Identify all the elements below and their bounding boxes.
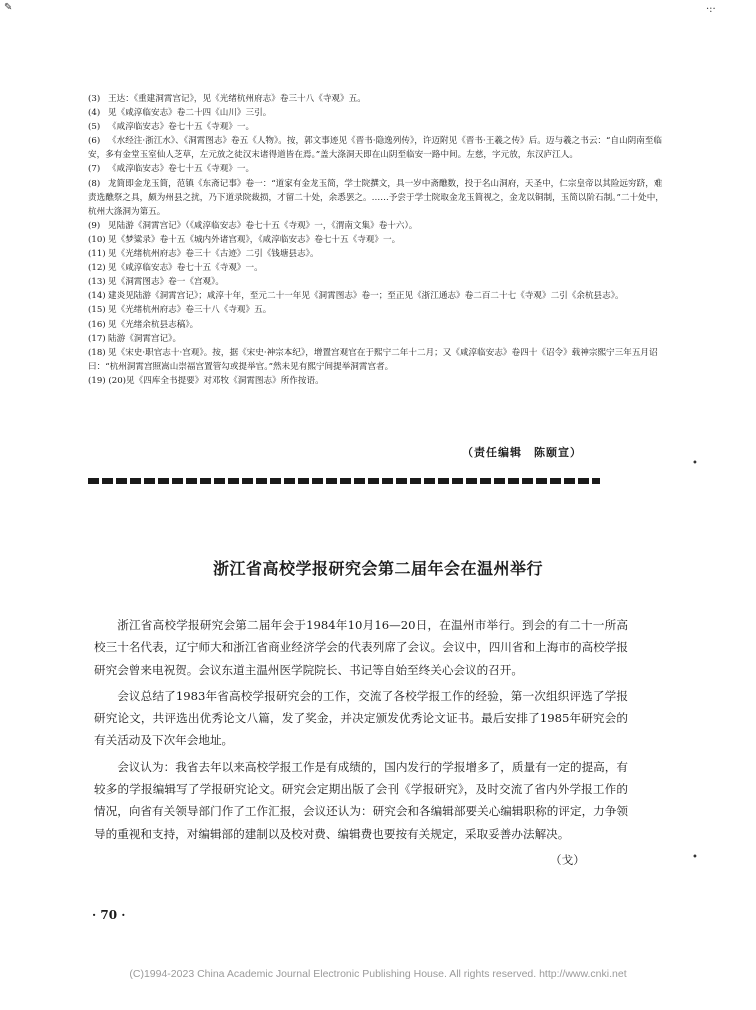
footnote: (9) 见陆游《洞霄宫记》（《咸淳临安志》卷七十五《寺观》一，《渭南文集》卷十六）。 (88, 220, 418, 231)
footnote: (16) 见《光绪余杭县志稿》。 (88, 319, 199, 330)
footnote (88, 388, 668, 402)
scan-mark-right-lower: • (692, 852, 698, 863)
footnote: (5) 《咸淳临安志》卷七十五《寺观》一。 (88, 122, 255, 133)
scan-mark-top-left: ✎ (4, 2, 13, 13)
footnote: (4) 见《咸淳临安志》卷二十四《山川》三引。 (88, 108, 272, 119)
footnote: (19) (20)见《四库全书提要》对邓牧《洞霄图志》所作按语。 (88, 375, 324, 386)
article-paragraph: 会议认为：我省去年以来高校学报工作是有成绩的，国内发行的学报增多了，质量有一定的提高，有较多的学报编辑写了学报研究论文。研究会定期出版了会刊《学报研究》，及时交流了省内外学报工作的情况，向省有关领导部门作了工作汇报，会议还认为：研究会和各编辑部要关心编辑职称的评定，力争领导的重视和支持，对编辑部的建制以及校对费、编辑费也要按有关规定，采取妥善办法解决。 (94, 759, 628, 841)
footnote: (15) 见《光绪杭州府志》卷三十八《寺观》五。 (88, 305, 272, 316)
article-body (94, 614, 628, 849)
footnote: (13) 见《洞霄图志》卷一《宫观》。 (88, 277, 225, 288)
article-title: 浙江省高校学报研究会第二届年会在温州举行 (212, 559, 543, 578)
footnote: (10) 见《梦粱录》卷十五《城内外诸宫观》，《咸淳临安志》卷七十五《寺观》一。 (88, 234, 401, 245)
article-signoff: （戈） (550, 853, 585, 867)
footnote: (7) 《咸淳临安志》卷七十五《寺观》一。 (88, 164, 255, 175)
section-divider (88, 478, 600, 484)
footnote: (8) 龙简即金龙玉简，范镇《东斋记事》卷一：“道家有金龙玉简，学士院撰文，具一岁中斋醮数，投于名山洞府，天圣中，仁宗皇帝以其险远穷跻，难责选醮祭之具，颇为州县之扰，乃下道录院裁损，才留二十处，余悉罢之。……予尝于学士院取金龙玉简视之，金龙以铜制，玉简以阶石制。”二十处中，杭州大涤洞为第五。 (88, 178, 664, 217)
scan-mark-top-right: ·:· (706, 4, 716, 15)
footnote: (17) 陆游《洞霄宫记》。 (88, 333, 182, 344)
footnote: (11) 见《光绪杭州府志》卷三十《古迹》二引《钱塘县志》。 (88, 249, 319, 260)
footnote: (12) 见《咸淳临安志》卷七十五《寺观》一。 (88, 263, 263, 274)
article-paragraph: 浙江省高校学报研究会第二届年会于1984年10月16—20日，在温州市举行。到会的有二十一所高校三十名代表，辽宁师大和浙江省商业经济学会的代表列席了会议。会议中，四川省和上海市的高校学报研究会曾来电祝贺。会议东道主温州医学院院长、书记等自始至终关心会议的召开。 (94, 618, 628, 677)
footnote: (3) 王达：《重建洞霄宫记》，见《光绪杭州府志》卷三十八《寺观》五。 (88, 94, 366, 104)
editor-credit: （责任编辑 陈颐宣） (462, 446, 582, 459)
footnote: (14) 建炎见陆游《洞霄宫记》；咸淳十年，至元二十一年见《洞霄图志》卷一；至正见《浙江通志》卷二百二十七《寺观》二引《余杭县志》。 (88, 291, 624, 302)
footnotes (88, 92, 668, 416)
scan-mark-right: • (692, 458, 698, 469)
footnote (88, 402, 668, 416)
article-paragraph: 会议总结了1983年省高校学报研究会的工作，交流了各校学报工作的经验，第一次组织评选了学报研究论文，共评选出优秀论文八篇，发了奖金，并决定颁发优秀论文证书。最后安排了1985年研究会的有关活动及下次年会地址。 (94, 688, 628, 748)
copyright-footer: (C)1994-2023 China Academic Journal Electronic Publishing House. All rights reserved. http://www.cnki.net (129, 968, 627, 980)
footnote: (6) 《水经注·浙江水》、《洞霄图志》卷五《人物》。按，郭文事迹见《晋书·隐逸列传》，许迈附见《晋书·王羲之传》后。迈与羲之书云：“自山阴南至临安，多有金堂玉室仙人芝草，左元放之徒汉末诸得道皆在焉。”盖大涤洞天即在山阴至临安一路中间。左慈，字元放，东汉庐江人。 (88, 136, 662, 161)
footnote: (18) 见《宋史·职官志十·宫观》。按，据《宋史·神宗本纪》，增置宫观官在于熙宁二年十二月；又《咸淳临安志》卷四十《诏令》载神宗熙宁三年五月诏曰：“杭州洞霄宫照嵩山崇福宫置管勾或提举官。”然未见有熙宁间提举洞霄宫者。 (88, 347, 658, 372)
page-number: · 70 · (92, 908, 126, 922)
